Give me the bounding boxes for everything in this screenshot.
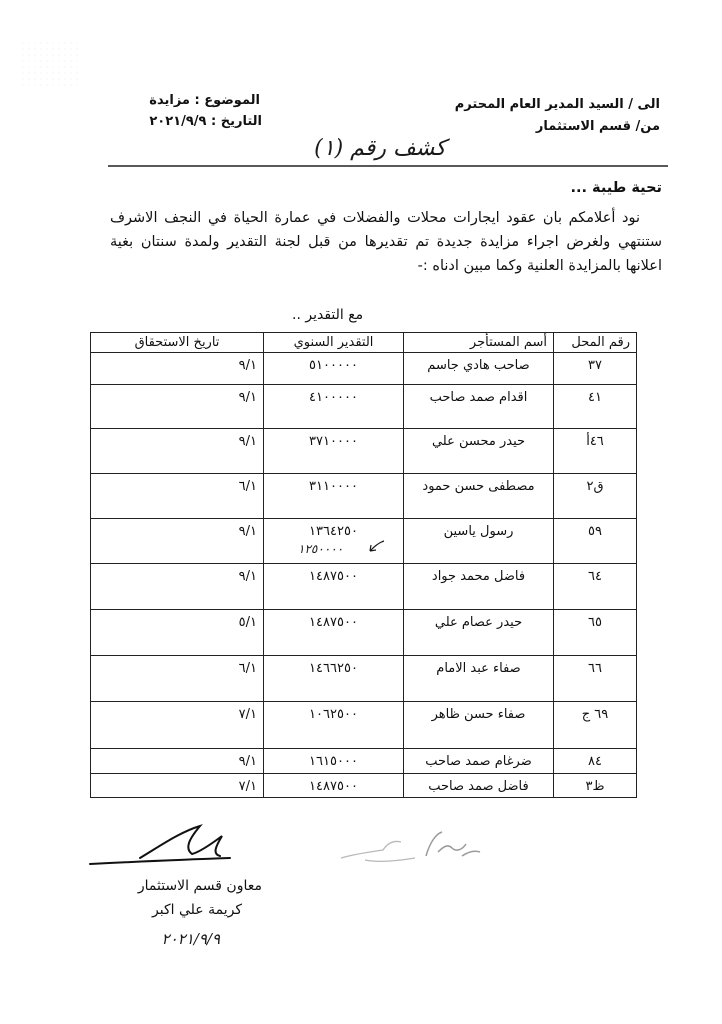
- cell-due-date: ٩/١: [91, 749, 264, 774]
- cell-tenant: حيدر عصام علي: [404, 610, 554, 656]
- signatory-title: معاون قسم الاستثمار: [137, 878, 262, 894]
- cell-estimate: ١٤٦٦٢٥٠: [264, 656, 404, 702]
- cell-estimate: ١٦١٥٠٠٠: [264, 749, 404, 774]
- table-row: [91, 474, 637, 519]
- cell-tenant: صفاء حسن ظاهر: [404, 702, 554, 749]
- table-row: [91, 353, 637, 385]
- date-line: التاريخ : ٢٠٢١/٩/٩: [149, 114, 262, 129]
- table-row: [91, 749, 637, 774]
- arrow-icon: [364, 539, 388, 553]
- table-row: [91, 610, 637, 656]
- cell-shop-no: ظ٣: [554, 774, 637, 798]
- from-line: من/ قسم الاستثمار: [535, 119, 660, 134]
- table-row: [91, 656, 637, 702]
- cell-estimate: ١٤٨٧٥٠٠: [264, 610, 404, 656]
- cell-estimate: ١٤٨٧٥٠٠: [264, 564, 404, 610]
- header-due-date: تاريخ الاستحقاق: [91, 333, 264, 353]
- cell-due-date: ٧/١: [91, 774, 264, 798]
- cell-estimate: ٤١٠٠٠٠٠: [264, 385, 404, 429]
- cell-tenant: اقدام صمد صاحب: [404, 385, 554, 429]
- cell-estimate: ٥١٠٠٠٠٠: [264, 353, 404, 385]
- table-row: [91, 429, 637, 474]
- table-row: [91, 519, 637, 564]
- cell-estimate: ٣١١٠٠٠٠: [264, 474, 404, 519]
- cell-tenant: صفاء عبد الامام: [404, 656, 554, 702]
- initials-scribble: [418, 822, 488, 872]
- cell-shop-no: ٣٧: [554, 353, 637, 385]
- cell-due-date: ٩/١: [91, 519, 264, 564]
- header-estimate: التقدير السنوي: [264, 333, 404, 353]
- handwritten-revised-estimate: ١٢٥٠٠٠٠: [298, 542, 344, 556]
- estimate-table: [90, 332, 637, 798]
- cell-shop-no: ٦٩ ج: [554, 702, 637, 749]
- cell-estimate: ١٠٦٢٥٠٠: [264, 702, 404, 749]
- cell-tenant: فاضل صمد صاحب: [404, 774, 554, 798]
- cell-estimate: [264, 519, 404, 564]
- header-divider: [108, 164, 668, 168]
- cell-tenant: مصطفى حسن حمود: [404, 474, 554, 519]
- cell-shop-no: ٤٦أ: [554, 429, 637, 474]
- table-row: [91, 385, 637, 429]
- cell-estimate: ٣٧١٠٠٠٠: [264, 429, 404, 474]
- cell-due-date: ٩/١: [91, 385, 264, 429]
- cell-shop-no: ٦٤: [554, 564, 637, 610]
- cell-due-date: ٦/١: [91, 474, 264, 519]
- cell-due-date: ٥/١: [91, 610, 264, 656]
- cell-tenant: فاضل محمد جواد: [404, 564, 554, 610]
- table-header-row: [91, 333, 637, 353]
- header-shop-no: رقم المحل: [554, 333, 637, 353]
- table-row: [91, 774, 637, 798]
- table-row: [91, 564, 637, 610]
- cell-shop-no: ٤١: [554, 385, 637, 429]
- signature-scribble: [80, 818, 270, 878]
- signatory-name: كريمة علي اكبر: [152, 902, 242, 918]
- cell-due-date: ٧/١: [91, 702, 264, 749]
- cell-due-date: ٩/١: [91, 429, 264, 474]
- cell-tenant: رسول ياسين: [404, 519, 554, 564]
- cell-due-date: ٩/١: [91, 353, 264, 385]
- cell-tenant: حيدر محسن علي: [404, 429, 554, 474]
- cell-due-date: ٩/١: [91, 564, 264, 610]
- signature-date: ٢٠٢١/٩/٩: [161, 930, 220, 948]
- cell-shop-no: ٨٤: [554, 749, 637, 774]
- subject-line: الموضوع : مزايدة: [149, 93, 260, 108]
- header-tenant: أسم المستأجر: [404, 333, 554, 353]
- estimate-value: ١٣٦٤٢٥٠: [309, 524, 358, 539]
- body-paragraph: نود أعلامكم بان عقود ايجارات محلات والفضلات في عمارة الحياة في النجف الاشرف ستنتهي ولغرض اجراء مزايدة جديدة تم تقديرها من قبل لجنة التقدير ولمدة سنتان بغية اعلانها بالمزايدة العلنية وكما مبين ادناه :-: [110, 210, 662, 274]
- handwritten-title: كشف رقم (١): [314, 136, 446, 161]
- greeting: تحية طيبة ...: [570, 180, 662, 196]
- to-line: الى / السيد المدير العام المحترم: [454, 97, 660, 112]
- closing-regards: مع التقدير ..: [292, 307, 364, 323]
- table-row: [91, 702, 637, 749]
- cell-estimate: ١٤٨٧٥٠٠: [264, 774, 404, 798]
- scan-texture: [20, 40, 80, 90]
- cell-shop-no: ٦٥: [554, 610, 637, 656]
- cell-shop-no: ق٢: [554, 474, 637, 519]
- cell-tenant: ضرغام صمد صاحب: [404, 749, 554, 774]
- pencil-signature: [335, 832, 425, 868]
- cell-shop-no: ٥٩: [554, 519, 637, 564]
- cell-shop-no: ٦٦: [554, 656, 637, 702]
- cell-tenant: صاحب هادي جاسم: [404, 353, 554, 385]
- cell-due-date: ٦/١: [91, 656, 264, 702]
